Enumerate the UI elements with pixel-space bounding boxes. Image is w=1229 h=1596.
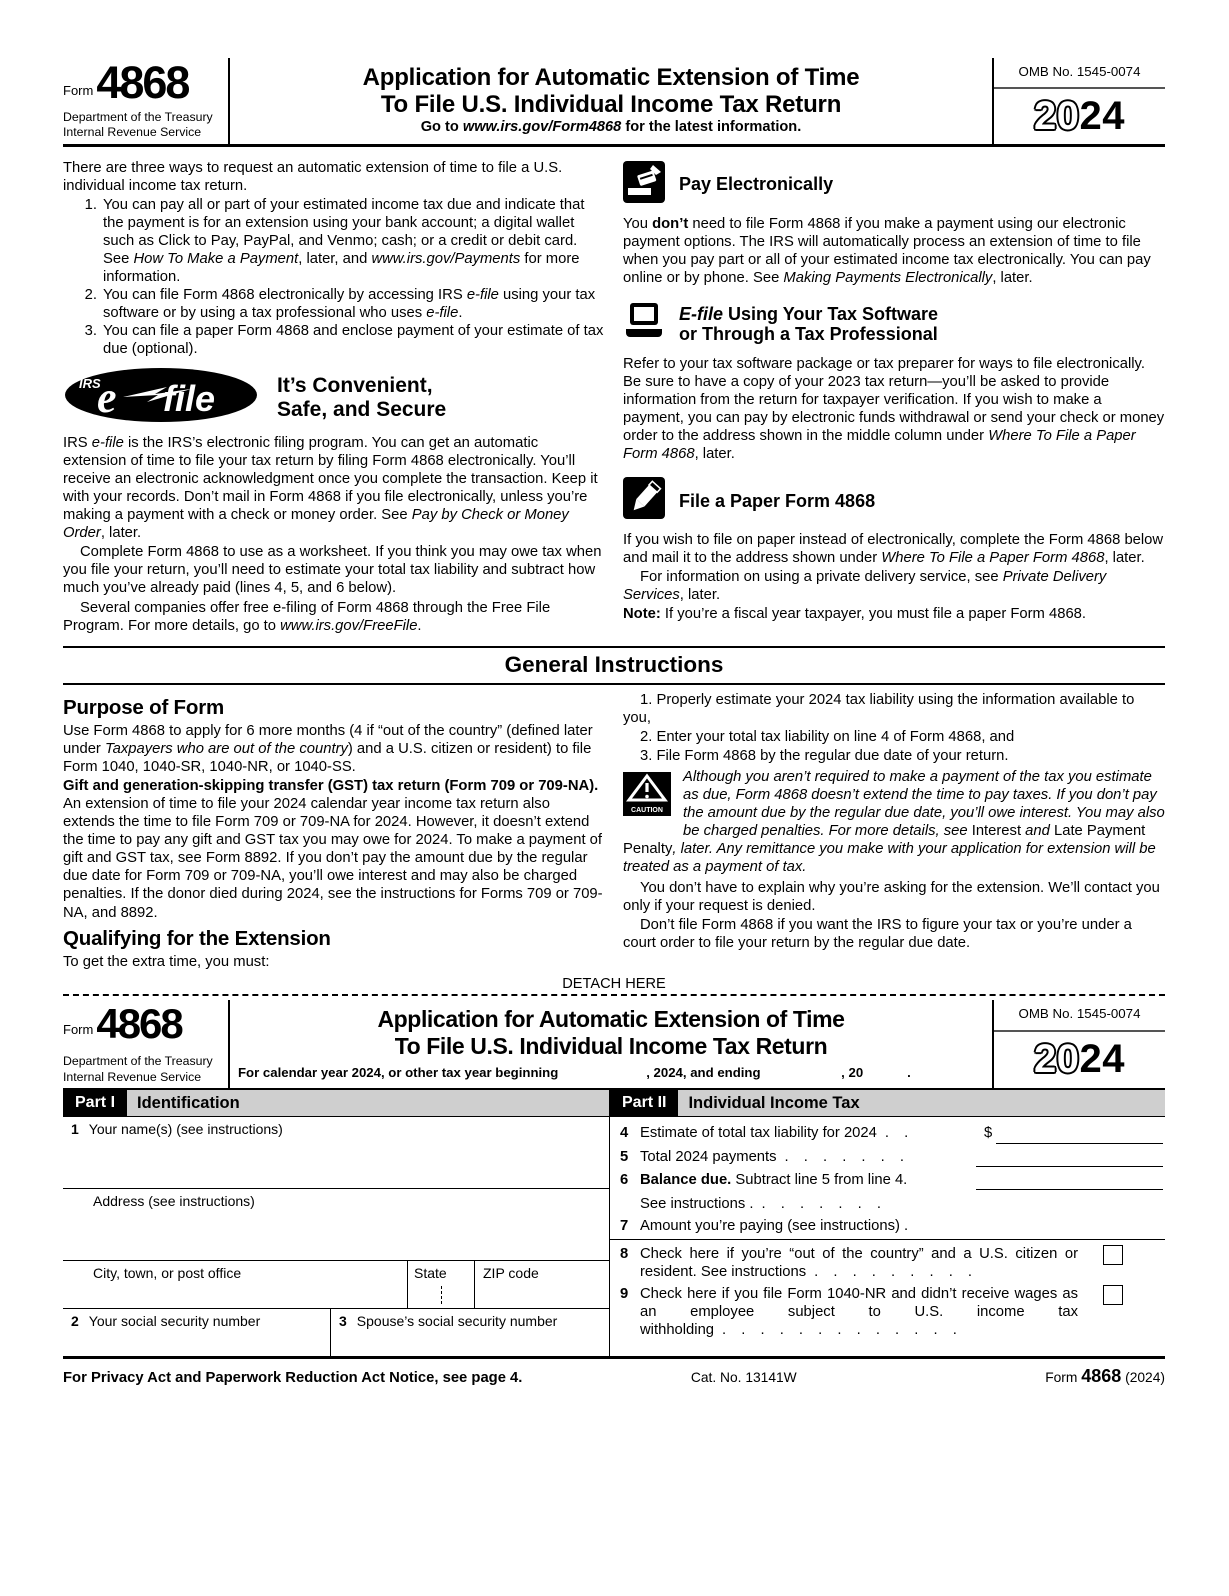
goto-line: Go to www.irs.gov/Form4868 for the latest information. <box>420 118 802 135</box>
form-title-2 <box>238 1006 984 1058</box>
line-5-number: 5 <box>620 1148 629 1165</box>
city-field-label: City, town, or post office <box>93 1264 242 1281</box>
omb-year-block-2 <box>992 1000 1165 1088</box>
caution-block <box>623 768 1165 876</box>
line-8-row <box>614 1245 1165 1281</box>
list-item-text: You can pay all or part of your estimated income tax due and indicate that the payment is for an extension using your bank account; a digital wallet such as Click to Pay, PayPal, and Venmo; cash; or a credit or debit card. See How To Make a Payment, later, and www.irs.gov/Payments for more information. <box>103 196 585 285</box>
form-fields-table <box>63 1090 1165 1359</box>
line-6-amount-field[interactable] <box>976 1171 1163 1190</box>
catalog-number: Cat. No. 13141W <box>690 1369 797 1385</box>
line-9-number: 9 <box>620 1286 629 1303</box>
line-4-text: Estimate of total tax liability for 2024 <box>640 1124 877 1141</box>
state-field-label: State <box>414 1264 447 1281</box>
agency-line1: Department of the Treasury <box>63 109 213 124</box>
agency-block <box>63 110 222 141</box>
efile-software-text: Refer to your tax software package or tax preparer for ways to file electronically. Be sure to have a copy of your 2023 tax return—you’ll be asked to provide information from the return for taxpayer verification. If you wish to make a payment, you can pay by electronic funds withdrawal or send your check or money order to the address shown in the middle column under Where To File a Paper Form 4868, later. <box>623 355 1165 463</box>
paper-form-heading <box>623 477 1165 524</box>
payment-icon <box>623 161 665 208</box>
line-4-number: 4 <box>620 1124 629 1141</box>
purpose-p2: Gift and generation-skipping transfer (GST) tax return (Form 709 or 709-NA). An extension of time to file your 2024 calendar year income tax return also extends the time to file Form 709 or 709-NA for 2024. However, it doesn’t extend the time to pay any gift and GST tax you may owe for 2024. To make a payment of gift and GST tax, see Form 8892. If you don’t pay the amount due by the regular due date for Form 709 or 709-NA, you’ll owe interest and may also be charged penalties. If the donor died during 2024, see the instructions for Forms 709 or 709-NA, and 8892. <box>63 778 603 921</box>
list-item <box>63 286 605 322</box>
line-4-row <box>614 1124 1165 1144</box>
form-title <box>238 64 984 119</box>
paper-form-title: File a Paper Form 4868 <box>679 490 876 511</box>
general-right-column <box>623 691 1165 972</box>
efile-software-title-line2: or Through a Tax Professional <box>679 324 938 345</box>
line-5-text: Total 2024 payments <box>640 1148 777 1165</box>
qualifying-text: To get the extra time, you must: <box>63 953 270 970</box>
line-7-row <box>614 1217 1165 1235</box>
three-ways-list <box>63 196 605 358</box>
efile-heading-line1: It’s Convenient, <box>277 374 433 398</box>
line-6-number: 6 <box>620 1171 629 1188</box>
line-5-amount <box>976 1148 1165 1167</box>
efile-heading-line2: Safe, and Secure <box>277 397 447 421</box>
line-6-see-instructions: See instructions . <box>640 1196 754 1213</box>
line-5-dots: . . . . . . . <box>784 1148 904 1165</box>
form-title-line1: Application for Automatic Extension of Time <box>362 64 860 91</box>
dollar-sign: $ <box>984 1124 993 1141</box>
line-6-amount <box>976 1171 1165 1190</box>
step-3: 3. File Form 4868 by the regular due date of your return. <box>640 748 1009 765</box>
agency-line2: Internal Revenue Service <box>63 125 202 140</box>
efile-paragraph-2: Complete Form 4868 to use as a worksheet. If you think you may owe tax when you file your return, you’ll need to estimate your total tax liability and subtract how much you’ve already paid (lines 4, 5, and 6 below). <box>63 544 602 597</box>
laptop-icon <box>623 301 665 348</box>
form-word-label: Form <box>63 82 94 98</box>
step-2: 2. Enter your total tax liability on line 4 of Form 4868, and <box>640 729 1015 746</box>
ssn-field-label: Your social security number <box>88 1312 261 1329</box>
name-field[interactable] <box>63 1117 609 1189</box>
caution-text: Although you aren’t required to make a payment of the tax you estimate as due, Form 4868 doesn’t extend the time to pay taxes. If you don’t pay the amount due by the regular due date, you’ll owe interest. You may also be charged penalties. For more details, see Interest and Late Payment Penalty, later. Any remittance you make with your application for extension will be treated as a payment of tax. <box>623 769 1165 876</box>
line-4-dots: . . <box>884 1124 909 1141</box>
line-5-amount-field[interactable] <box>976 1148 1163 1167</box>
svg-text:IRS: IRS <box>79 376 101 392</box>
zip-field-label: ZIP code <box>483 1264 539 1281</box>
line-6-label <box>640 1171 976 1213</box>
efile-heading <box>277 374 446 421</box>
part2-label: Part II <box>610 1090 678 1116</box>
efile-paragraph-1: IRS e-file is the IRS’s electronic filing program. You can get an automatic extension of time to file your tax return by filing Form 4868 electronically. You’ll receive an electronic acknowledgment once you complete the transaction. Keep it with your records. Don’t mail in Form 4868 if you file electronically, unless you’re making a payment with a check or money order. See Pay by Check or Money Order, later. <box>63 435 598 542</box>
efile-software-title-line1: E-file Using Your Tax Software <box>679 304 939 325</box>
line-9-row <box>614 1285 1165 1339</box>
general-instructions-columns <box>63 691 1165 972</box>
part2-section <box>610 1090 1165 1356</box>
part2-bar <box>610 1090 1165 1117</box>
general-instructions-heading: General Instructions <box>63 646 1165 685</box>
tax-year-outline: 20 <box>1034 93 1080 138</box>
line-7-label: Amount you’re paying (see instructions) . <box>640 1218 909 1235</box>
paper-form-p1: If you wish to file on paper instead of electronically, complete the Form 4868 below and mail it to the address shown under Where To File a Paper Form 4868, later. <box>623 532 1164 567</box>
list-item-number: 2. <box>84 286 97 303</box>
detach-here-label: DETACH HERE <box>562 975 666 992</box>
part2-amount-lines <box>610 1117 1165 1240</box>
form-id-block <box>63 58 230 144</box>
instructions-columns <box>63 159 1165 636</box>
efile-paragraph-3: Several companies offer free e-filing of Form 4868 through the Free File Program. For more details, go to www.irs.gov/FreeFile. <box>63 599 551 634</box>
spouse-ssn-field-label: Spouse’s social security number <box>356 1312 558 1329</box>
paper-form-p2: For information on using a private delivery service, see Private Delivery Services, later. <box>623 569 1107 604</box>
line-5-row <box>614 1148 1165 1167</box>
line-9-label <box>640 1285 1078 1339</box>
efile-logo-heading <box>63 366 605 429</box>
line-7-number: 7 <box>620 1218 629 1235</box>
caution-icon <box>623 772 671 821</box>
line-2-number: 2 <box>71 1312 79 1329</box>
three-ways-intro: There are three ways to request an automatic extension of time to file a U.S. individual income tax return. <box>63 159 563 194</box>
form-id-block-2 <box>63 1000 230 1088</box>
line-3-number: 3 <box>339 1312 347 1329</box>
ssn-field[interactable] <box>63 1309 331 1356</box>
ssn-row <box>63 1309 609 1356</box>
line-4-amount <box>976 1124 1165 1144</box>
list-item-number: 3. <box>84 322 97 339</box>
line-6-dots: . . . . . . . <box>761 1196 881 1213</box>
dont-file-text: Don’t file Form 4868 if you want the IRS to figure your tax or you’re under a court order to file your return by the regular due date. <box>623 916 1132 951</box>
tax-year <box>994 1032 1165 1088</box>
line-8-text: Check here if you’re “out of the country” and a U.S. citizen or resident. See instructions <box>640 1246 1078 1281</box>
list-item <box>63 196 605 286</box>
line-9-dots: . . . . . . . . . . . . . <box>722 1322 957 1339</box>
line-8-label <box>640 1245 1078 1281</box>
city-state-zip-row <box>63 1261 609 1309</box>
form-header-top <box>63 58 1165 147</box>
line-8-checkbox-cell <box>1078 1245 1165 1267</box>
form-1040nr-checkbox[interactable] <box>1103 1285 1123 1305</box>
pay-electronically-title: Pay Electronically <box>679 173 834 194</box>
part1-label: Part I <box>63 1090 127 1116</box>
form-word-label: Form <box>63 1022 94 1038</box>
instructions-right-column <box>623 159 1165 636</box>
svg-text:file: file <box>163 378 216 420</box>
purpose-p1: Use Form 4868 to apply for 6 more months (4 if “out of the country” (defined later under Taxpayers who are out of the country) and a U.S. citizen or resident) to file Form 1040, 1040-SR, 1040-NR, or 1040-SS. <box>63 723 593 776</box>
calendar-year-line[interactable]: For calendar year 2024, or other tax year beginning , 2024, and ending , 20 . <box>238 1064 911 1080</box>
detach-dashed-line <box>63 994 1165 996</box>
address-field-label: Address (see instructions) <box>93 1192 255 1209</box>
line-8-dots: . . . . . . . . . <box>814 1264 973 1281</box>
general-left-column <box>63 691 605 972</box>
line-6-text-2 <box>640 1195 976 1213</box>
tax-year-bold: 24 <box>1079 93 1125 138</box>
line-8-number: 8 <box>620 1246 629 1263</box>
city-field[interactable] <box>63 1261 407 1308</box>
page-footer <box>63 1366 1165 1388</box>
pay-electronically-text: You don’t need to file Form 4868 if you make a payment using our electronic payment options. The IRS will automatically process an extension of time to file when you pay part or all of your estimated income tax electronically. You can pay online or by phone. See Making Payments Electronically, later. <box>623 215 1151 286</box>
line-4-label <box>640 1124 976 1142</box>
no-explain-text: You don’t have to explain why you’re asking for the extension. We’ll contact you only if your request is denied. <box>623 879 1160 914</box>
efile-software-heading <box>623 301 1165 348</box>
omb-number: OMB No. 1545-0074 <box>994 1000 1165 1031</box>
agency-line2: Internal Revenue Service <box>63 1069 202 1084</box>
svg-text:CAUTION: CAUTION <box>631 807 663 815</box>
form-header-bottom <box>63 1000 1165 1090</box>
tax-year-bold: 24 <box>1079 1037 1125 1082</box>
instructions-left-column <box>63 159 605 636</box>
line-9-checkbox-cell <box>1078 1285 1165 1307</box>
zip-field[interactable] <box>474 1261 609 1308</box>
svg-text:e: e <box>97 373 117 423</box>
omb-number: OMB No. 1545-0074 <box>994 58 1165 89</box>
part2-title: Individual Income Tax <box>688 1093 860 1112</box>
purpose-of-form-heading: Purpose of Form <box>63 696 225 720</box>
line-6-row <box>614 1171 1165 1213</box>
line-4-amount-field[interactable] <box>996 1125 1163 1144</box>
tax-year <box>994 89 1165 143</box>
out-of-country-checkbox[interactable] <box>1103 1245 1123 1265</box>
omb-year-block <box>992 58 1165 144</box>
irs-efile-logo-icon <box>63 366 259 429</box>
address-field[interactable] <box>63 1189 609 1261</box>
form-number-block-2 <box>63 1000 222 1048</box>
list-item-text: You can file Form 4868 electronically by accessing IRS e-file using your tax software or by using a tax professional who uses e-file. <box>103 286 596 321</box>
form-title-block <box>230 58 992 144</box>
line-1-number: 1 <box>71 1120 79 1137</box>
part1-bar <box>63 1090 609 1117</box>
qualifying-heading: Qualifying for the Extension <box>63 926 331 950</box>
line-5-label <box>640 1148 976 1166</box>
pay-electronically-heading <box>623 161 1165 208</box>
list-item <box>63 322 605 358</box>
agency-line1: Department of the Treasury <box>63 1054 213 1069</box>
tax-year-outline: 20 <box>1034 1037 1080 1082</box>
form-number-footer: Form 4868 (2024) <box>1045 1365 1165 1386</box>
line-9-text: Check here if you file Form 1040-NR and didn’t receive wages as an employee subject to U.S. income tax withholding <box>640 1286 1078 1339</box>
efile-software-title <box>679 304 938 344</box>
form-number: 4868 <box>96 1000 182 1048</box>
form-title-line1: Application for Automatic Extension of Time <box>377 1006 845 1033</box>
line-6-text: Balance due. Subtract line 5 from line 4. <box>640 1171 908 1188</box>
form-title-line2: To File U.S. Individual Income Tax Return <box>380 91 842 119</box>
part1-section <box>63 1090 610 1356</box>
form-number: 4868 <box>96 57 189 108</box>
form-number-block <box>63 57 222 108</box>
privacy-act-notice: For Privacy Act and Paperwork Reduction Act Notice, see page 4. <box>63 1369 523 1386</box>
name-field-label: Your name(s) (see instructions) <box>88 1120 283 1137</box>
state-divider-dash <box>441 1286 442 1304</box>
part2-checkbox-lines <box>610 1240 1165 1345</box>
state-field[interactable] <box>407 1261 474 1308</box>
form-title-block-2 <box>230 1000 992 1088</box>
agency-block-2 <box>63 1054 222 1085</box>
spouse-ssn-field[interactable] <box>331 1309 609 1356</box>
pencil-icon <box>623 477 665 524</box>
list-item-number: 1. <box>84 196 97 213</box>
part1-title: Identification <box>137 1093 240 1112</box>
paper-form-note: Note: If you’re a fiscal year taxpayer, you must file a paper Form 4868. <box>623 606 1087 623</box>
list-item-text: You can file a paper Form 4868 and enclose payment of your estimate of tax due (optional). <box>103 322 604 357</box>
step-1: 1. Properly estimate your 2024 tax liability using the information available to you, <box>623 692 1135 727</box>
form-title-line2: To File U.S. Individual Income Tax Return <box>394 1032 828 1059</box>
